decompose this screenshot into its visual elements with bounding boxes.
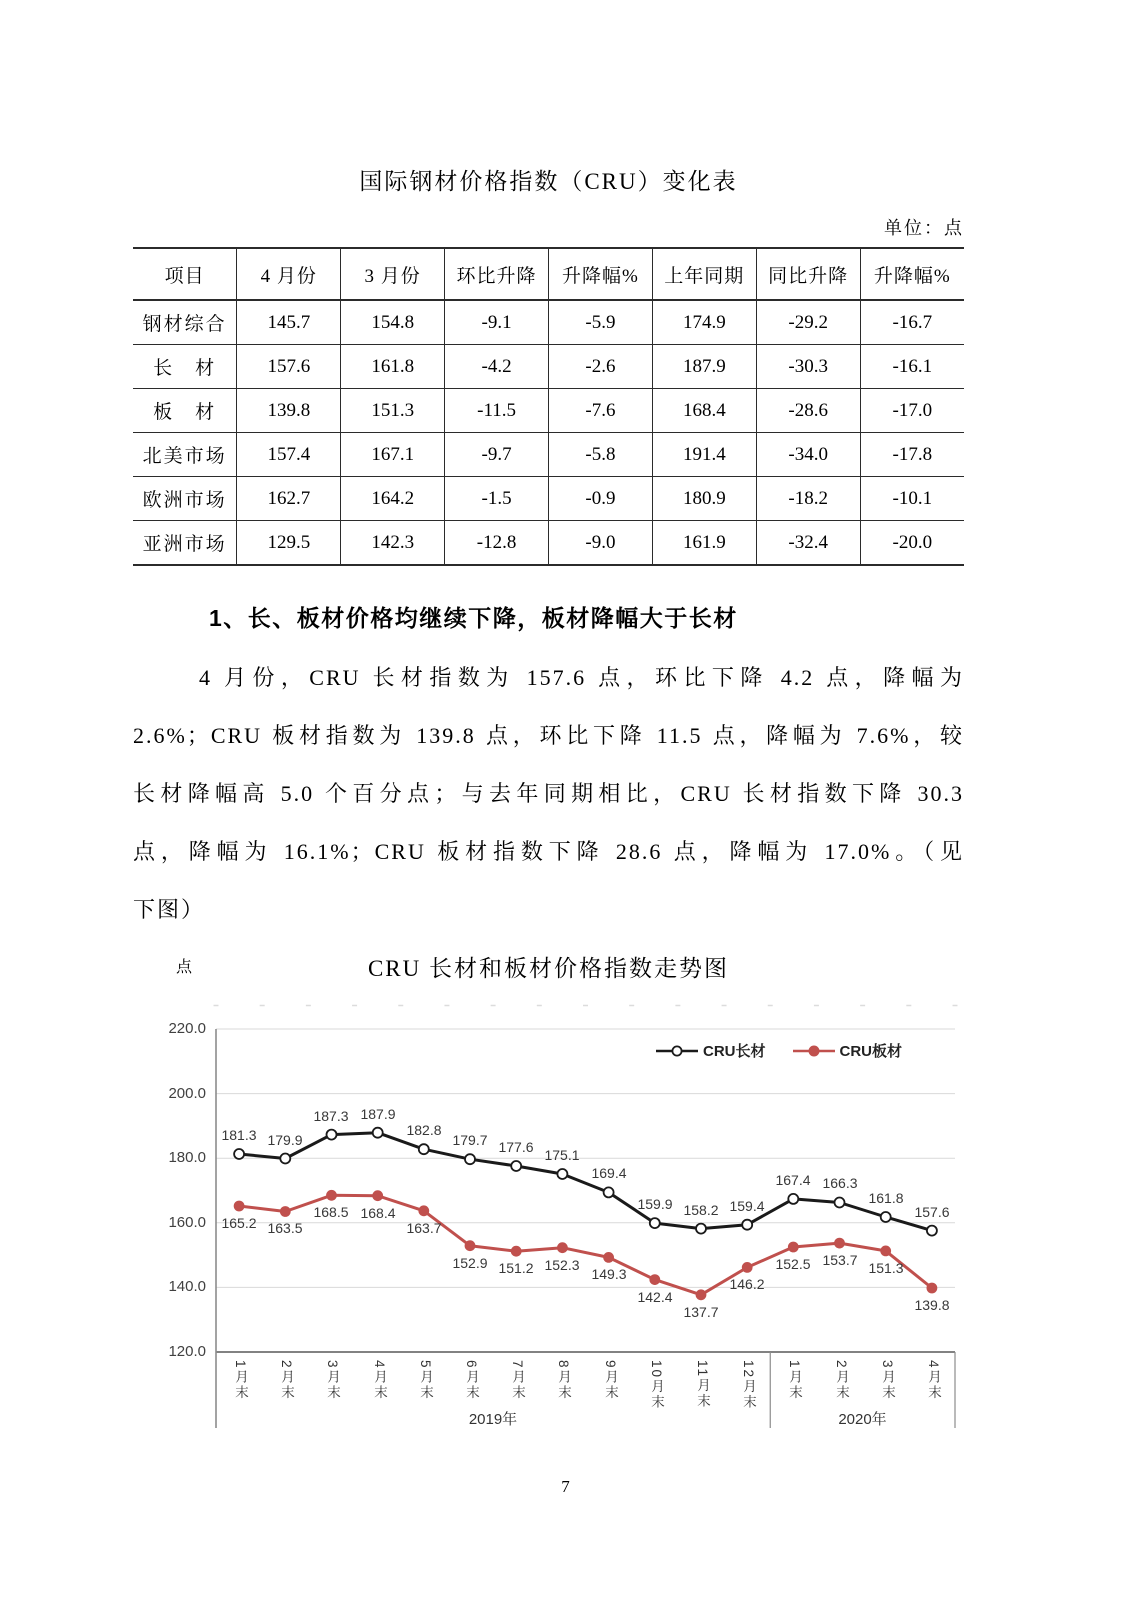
table-cell: 157.6	[237, 345, 341, 389]
table-cell: 钢材综合	[142, 314, 227, 335]
data-label: 157.6	[914, 1204, 950, 1220]
table-cell: -11.5	[445, 389, 549, 433]
table-cell: 180.9	[652, 477, 756, 521]
table-cell: -20.0	[860, 521, 964, 566]
table-cell: -4.2	[445, 345, 549, 389]
table-cell: 167.1	[341, 433, 445, 477]
data-label: 161.8	[868, 1190, 904, 1206]
y-axis-unit-label: 点	[176, 959, 193, 976]
unit-note: 单位：点	[884, 218, 964, 238]
data-label: 142.4	[637, 1289, 673, 1305]
table-cell: 154.8	[341, 300, 445, 345]
x-axis-tick-label: 3月末	[325, 1360, 340, 1401]
data-label: 179.9	[267, 1132, 303, 1148]
table-row	[133, 477, 964, 521]
data-label: 149.3	[591, 1266, 627, 1282]
x-axis-tick-label: 2月末	[834, 1360, 849, 1401]
x-axis-tick-label: 5月末	[418, 1360, 433, 1401]
data-label: 158.2	[683, 1202, 719, 1218]
x-axis-tick-label: 8月末	[556, 1360, 571, 1401]
y-axis-tick-label: 200.0	[168, 1085, 206, 1102]
table-cell: 161.9	[652, 521, 756, 566]
column-header: 3 月份	[341, 248, 445, 300]
table-cell: -16.7	[860, 300, 964, 345]
x-axis-tick-label: 6月末	[464, 1360, 479, 1401]
column-header: 升降幅%	[549, 248, 653, 300]
table-cell: 129.5	[237, 521, 341, 566]
table-cell: 161.8	[341, 345, 445, 389]
page-number: 7	[561, 1477, 570, 1496]
data-label: 187.9	[360, 1106, 396, 1122]
table-cell: -17.0	[860, 389, 964, 433]
table-cell: 亚洲市场	[142, 534, 227, 555]
data-label: 187.3	[313, 1108, 349, 1124]
table-cell: -7.6	[549, 389, 653, 433]
data-label: 152.3	[544, 1257, 580, 1273]
table-cell: 长 材	[153, 358, 217, 379]
data-label: 179.7	[452, 1132, 488, 1148]
x-axis-tick-label: 1月末	[233, 1360, 248, 1401]
table-cell: -32.4	[756, 521, 860, 566]
data-label: 146.2	[729, 1276, 765, 1292]
x-axis-tick-label: 2月末	[279, 1360, 294, 1401]
data-label: 163.7	[406, 1220, 442, 1236]
body-paragraph	[133, 649, 964, 939]
table-cell: -9.0	[549, 521, 653, 566]
table-cell: -2.6	[549, 345, 653, 389]
table-cell: -12.8	[445, 521, 549, 566]
data-label: 181.3	[221, 1127, 257, 1143]
legend-label: CRU板材	[839, 1043, 902, 1060]
legend-label: CRU长材	[703, 1043, 766, 1060]
y-axis-tick-label: 160.0	[168, 1214, 206, 1231]
table-cell: 142.3	[341, 521, 445, 566]
table-header	[133, 248, 964, 300]
data-label: 151.2	[498, 1260, 534, 1276]
table-row	[133, 345, 964, 389]
paragraph-line: 长材降幅高 5.0 个百分点；与去年同期相比，CRU 长材指数下降 30.3	[133, 781, 964, 806]
table-cell: 187.9	[652, 345, 756, 389]
data-label: 139.8	[914, 1297, 950, 1313]
table-cell: -29.2	[756, 300, 860, 345]
data-label: 163.5	[267, 1220, 303, 1236]
y-axis-tick-label: 120.0	[168, 1343, 206, 1360]
table-cell: -5.8	[549, 433, 653, 477]
data-label: 182.8	[406, 1122, 442, 1138]
chart-title: CRU 长材和板材价格指数走势图	[367, 956, 730, 981]
table-body	[133, 300, 964, 565]
column-header: 项目	[164, 265, 205, 287]
paragraph-line: 2.6%；CRU 板材指数为 139.8 点，环比下降 11.5 点，降幅为 7.6%，较	[133, 723, 964, 748]
table-cell: 168.4	[652, 389, 756, 433]
x-axis-year-label: 2020年	[838, 1411, 887, 1428]
table-cell: 145.7	[237, 300, 341, 345]
table-cell: 157.4	[237, 433, 341, 477]
table-row	[133, 521, 964, 566]
x-axis-tick-label: 4月末	[372, 1360, 387, 1401]
data-label: 152.9	[452, 1255, 488, 1271]
table-cell: 欧洲市场	[142, 490, 227, 511]
data-label: 168.4	[360, 1205, 396, 1221]
cru-trend-chart	[140, 990, 1010, 1470]
data-label: 159.4	[729, 1198, 765, 1214]
table-cell: 162.7	[237, 477, 341, 521]
data-label: 159.9	[637, 1196, 673, 1212]
data-label: 177.6	[498, 1139, 534, 1155]
x-axis-tick-label: 3月末	[880, 1360, 895, 1401]
table-cell: 174.9	[652, 300, 756, 345]
data-label: 168.5	[313, 1204, 349, 1220]
table-row	[133, 389, 964, 433]
column-header: 升降幅%	[860, 248, 964, 300]
table-cell: 191.4	[652, 433, 756, 477]
table-cell: 板 材	[153, 402, 217, 423]
data-label: 137.7	[683, 1304, 719, 1320]
table-cell: -1.5	[445, 477, 549, 521]
x-axis-tick-label: 12月末	[741, 1360, 756, 1411]
section-heading: 1、长、板材价格均继续下降，板材降幅大于长材	[209, 605, 738, 631]
column-header: 同比升降	[756, 248, 860, 300]
table-cell: -9.1	[445, 300, 549, 345]
table-cell: 164.2	[341, 477, 445, 521]
x-axis-tick-label: 9月末	[603, 1360, 618, 1401]
data-label: 175.1	[544, 1147, 580, 1163]
data-label: 151.3	[868, 1260, 904, 1276]
table-cell: -16.1	[860, 345, 964, 389]
data-label: 153.7	[822, 1252, 858, 1268]
table-cell: -5.9	[549, 300, 653, 345]
table-cell: -0.9	[549, 477, 653, 521]
table-cell: -9.7	[445, 433, 549, 477]
x-axis-tick-label: 4月末	[926, 1360, 941, 1401]
table-cell: 北美市场	[142, 446, 227, 467]
x-axis-tick-label: 10月末	[649, 1360, 664, 1411]
y-axis-tick-label: 220.0	[168, 1020, 206, 1037]
data-label: 169.4	[591, 1165, 627, 1181]
table-title: 国际钢材价格指数（CRU）变化表	[359, 169, 738, 194]
paragraph-line: 下图）	[133, 897, 206, 922]
x-axis-tick-label: 7月末	[510, 1360, 525, 1401]
paragraph-line: 点，降幅为 16.1%；CRU 板材指数下降 28.6 点，降幅为 17.0%。（见	[133, 839, 964, 864]
x-axis-tick-label: 11月末	[695, 1360, 710, 1410]
data-label: 166.3	[822, 1175, 858, 1191]
table-cell: -28.6	[756, 389, 860, 433]
y-axis-tick-label: 140.0	[168, 1278, 206, 1295]
table-cell: -10.1	[860, 477, 964, 521]
y-axis-tick-label: 180.0	[168, 1149, 206, 1166]
table-row	[133, 300, 964, 345]
column-header: 4 月份	[237, 248, 341, 300]
table-cell: -18.2	[756, 477, 860, 521]
data-label: 165.2	[221, 1215, 257, 1231]
column-header: 环比升降	[445, 248, 549, 300]
x-axis-year-label: 2019年	[468, 1411, 518, 1428]
table-cell: -30.3	[756, 345, 860, 389]
column-header: 上年同期	[652, 248, 756, 300]
x-axis-tick-label: 1月末	[787, 1360, 802, 1401]
table-cell: -17.8	[860, 433, 964, 477]
table-row	[133, 433, 964, 477]
cru-index-table	[133, 247, 964, 566]
table-cell: -34.0	[756, 433, 860, 477]
table-cell: 151.3	[341, 389, 445, 433]
paragraph-line: 4 月份，CRU 长材指数为 157.6 点，环比下降 4.2 点，降幅为	[199, 665, 964, 690]
data-label: 167.4	[775, 1172, 811, 1188]
table-cell: 139.8	[237, 389, 341, 433]
data-label: 152.5	[775, 1256, 811, 1272]
